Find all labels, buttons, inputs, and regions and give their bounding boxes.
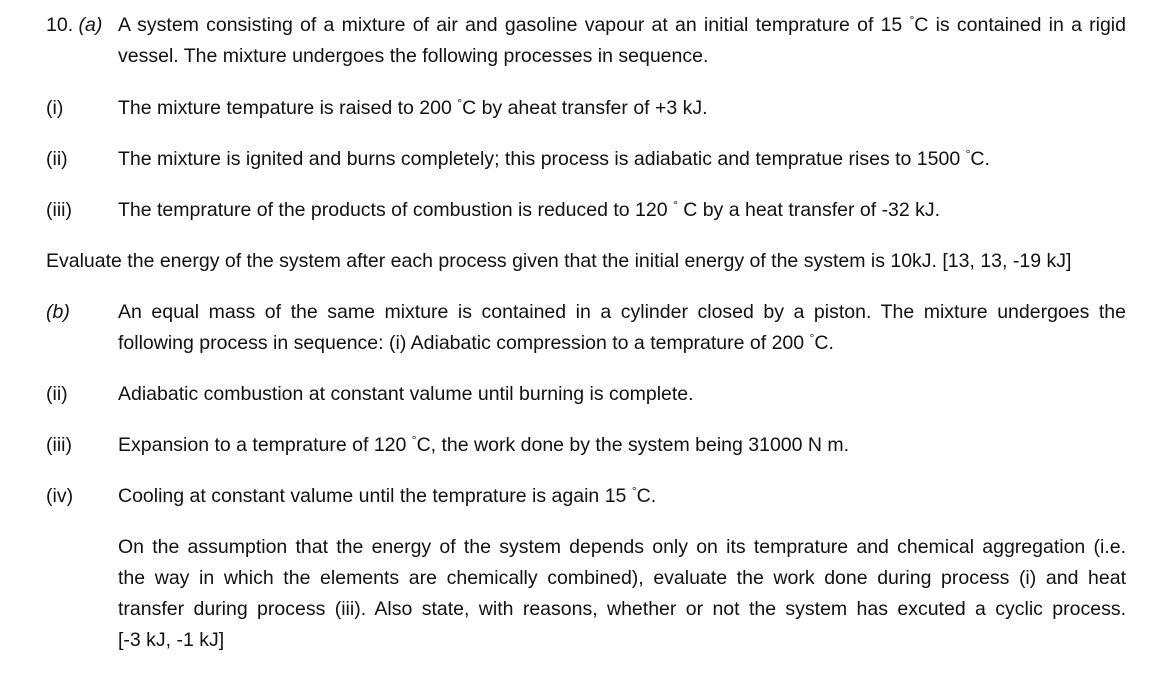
part-a-question: Evaluate the energy of the system after each process given that the initial energy of the system is 10kJ. [13, 13, -19 kJ] xyxy=(46,250,1072,272)
part-a-step-label: (iii) xyxy=(46,199,72,221)
part-a-step-text: The mixture tempature is raised to 200 °C by aheat transfer of +3 kJ. xyxy=(118,96,708,119)
part-b-intro-line-2: following process in sequence: (i) Adiabatic compression to a temprature of 200 °C. xyxy=(118,331,834,354)
part-a-step-text: The temprature of the products of combustion is reduced to 120 ° C by a heat transfer of -32 kJ. xyxy=(118,198,941,221)
part-b-step-label: (iii) xyxy=(46,434,72,456)
part-a-step-label: (ii) xyxy=(46,148,68,170)
part-b-question-line-3: transfer during process (iii). Also state, with reasons, whether or not the system has excuted a cyclic process. xyxy=(118,598,1126,620)
part-a-step-text: The mixture is ignited and burns completely; this process is adiabatic and tempratue rises to 1500 °C. xyxy=(118,147,990,170)
part-b-step-label: (iv) xyxy=(46,485,74,507)
part-b-question-line-2: the way in which the elements are chemically combined), evaluate the work done during process (i) and heat xyxy=(118,567,1126,589)
part-a-intro-line-2: vessel. The mixture undergoes the following processes in sequence. xyxy=(118,45,709,67)
part-b-step-text: Expansion to a temprature of 120 °C, the work done by the system being 31000 N m. xyxy=(118,433,850,456)
part-b-question-line-1: On the assumption that the energy of the system depends only on its temprature and chemical aggregation (i.e. xyxy=(118,536,1126,558)
part-a-step-label: (i) xyxy=(46,97,64,119)
part-b-intro-line-1: An equal mass of the same mixture is contained in a cylinder closed by a piston. The mixture undergoes the xyxy=(118,301,1126,323)
part-b-label: (b) xyxy=(46,301,70,323)
question-number: 10. (a) xyxy=(46,14,103,36)
part-b-step-label: (ii) xyxy=(46,383,68,405)
part-b-step-text: Adiabatic combustion at constant valume until burning is complete. xyxy=(118,383,694,405)
part-b-answer: [-3 kJ, -1 kJ] xyxy=(118,629,225,651)
part-a-label: (a) xyxy=(78,14,103,36)
part-a-intro-line-1: A system consisting of a mixture of air and gasoline vapour at an initial temprature of 15 °C is contained in a rigid xyxy=(118,13,1126,36)
part-b-step-text: Cooling at constant valume until the temprature is again 15 °C. xyxy=(118,484,657,507)
